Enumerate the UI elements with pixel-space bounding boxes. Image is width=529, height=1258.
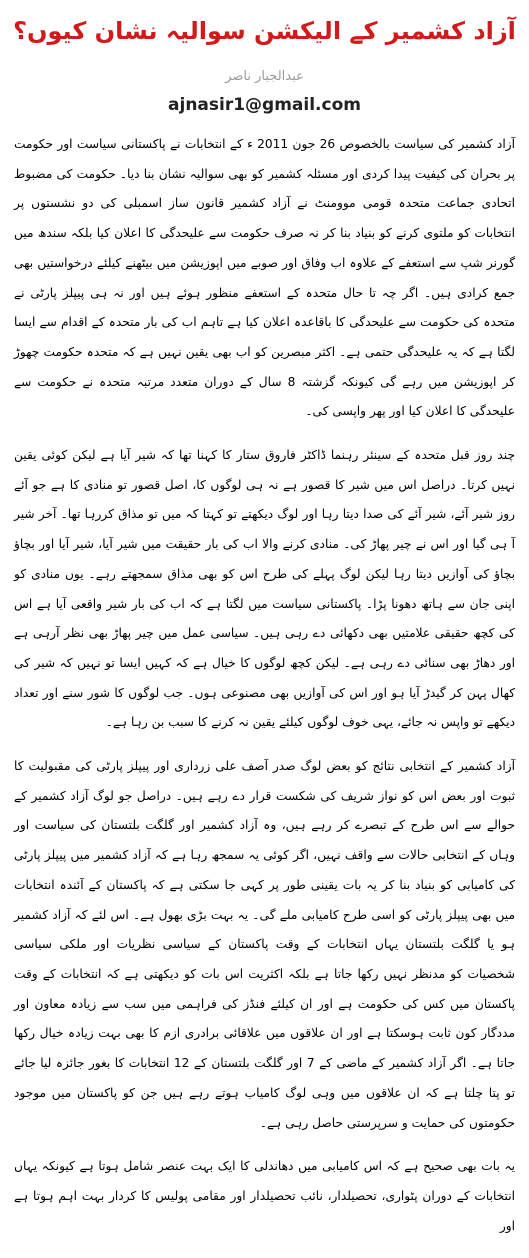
article-paragraph: آزاد کشمیر کے انتخابی نتائج کو بعض لوگ صدر آصف علی زرداری اور پیپلز پارٹی کی مقبولیت کا ثبوت اور بعض اس کو نواز شریف کی شکست قرار دے رہے ہیں۔ دراصل جو لوگ آزاد کشمیر کے حوالے سے اس طرح کے تبصرے کر رہے ہیں، وہ آزاد کشمیر اور گلگت بلتستان کی سیاست اور وہاں کے انتخابی حالات سے واقف نہیں، اگر کوئی یہ سمجھ رہا ہے کہ آزاد کشمیر میں پیپلز پارٹی کی کامیابی کو بنیاد بنا کر یہ بات یقینی طور پر کہی جا سکتی ہے کہ پاکستان کے آئندہ انتخابات میں بھی پیپلز پارٹی کو اسی طرح کامیابی ملے گی۔ یہ بہت بڑی بھول ہے۔ اس لئے کہ آزاد کشمیر ہو یا گلگت بلتستان یہاں انتخابات کے وقت پاکستان کے سیاسی نظریات اور ملکی سیاسی شخصیات کو مدنظر نہیں رکھا جاتا ہے بلکہ اکثریت اس بات کو دیکھتی ہے کہ انتخابات کے وقت پاکستان میں کس کی حکومت ہے اور ان کیلئے فنڈز کی فراہمی میں سب سے زیادہ معاون اور مددگار کون ثابت ہوسکتا ہے اور ان علاقوں میں علاقائی برادری ازم کا بھی بہت زیادہ خیال رکھا جاتا ہے۔ اگر آزاد کشمیر کے ماضی کے 7 اور گلگت بلتستان کے 12 انتخابات کا بغور جائزہ لیا جائے تو پتا چلتا ہے کہ ان علاقوں میں وہی لوگ کامیاب ہوتے رہے ہیں جن کو پاکستان میں موجود حکومتوں کی حمایت و سرپرستی حاصل رہی ہے۔ <box>14 759 516 1130</box>
author-name: عبدالجبار ناصر <box>225 69 304 84</box>
article-paragraph: یہ بات بھی صحیح ہے کہ اس کامیابی میں دھاندلی کا ایک بہت عنصر شامل ہوتا ہے کیونکہ یہاں انتخابات کے دوران پٹواری، تحصیلدار، نائب تحصیلدار اور مقامی پولیس کا کردار بہت اہم ہوتا ہے اور <box>14 1159 515 1233</box>
article-body <box>0 130 529 1241</box>
article-paragraph: چند روز قبل متحدہ کے سینئر رہنما ڈاکٹر فاروق ستار کا کہنا تھا کہ شیر آیا ہے لیکن کوئی یقین نہیں کرتا۔ دراصل اس میں شیر کا قصور ہے نہ ہی لوگوں کا، اصل قصور تو منادی کا ہے جو آئے روز شیر آئے، شیر آئے کی صدا دیتا رہا اور لوگ دیکھتے تو کہتا کہ میں تو مذاق کررہا تھا۔ آخر شیر آ ہی گیا اور اس نے چیر پھاڑ کی۔ منادی کرنے والا اب کی بار حقیقت میں شیر آیا، شیر آیا اور بچاؤ بچاؤ کی آوازیں دیتا رہا لیکن لوگ پہلے کی طرح اس کو بھی مذاق سمجھتے رہے۔ یوں منادی کو اپنی جان سے ہاتھ دھونا پڑا۔ پاکستانی سیاست میں لگتا ہے کہ اب کی بار شیر واقعی آیا ہے اس کی کچھ حقیقی علامتیں بھی دکھائی دے رہی ہیں۔ سیاسی عمل میں چیر پھاڑ بھی نظر آرہی ہے اور دھاڑ بھی سنائی دے رہی ہے۔ لیکن کچھ لوگوں کا خیال ہے کہ کہیں ایسا تو نہیں کہ شیر کی کھال پہن کر گیدڑ آیا ہو اور اس کی آوازیں بھی مصنوعی ہوں۔ جب لوگوں کا شور سنے اور تعداد دیکھے تو واپس نہ جائے، یہی خوف لوگوں کیلئے یقین نہ کرنے کا سبب بن رہا ہے۔ <box>14 448 515 730</box>
author-email: ajnasir1@gmail.com <box>168 95 361 115</box>
article-paragraph: آزاد کشمیر کی سیاست بالخصوص 26 جون 2011 ء کے انتخابات نے پاکستانی سیاست اور حکومت پر بحران کی کیفیت پیدا کردی اور مسئلہ کشمیر کو بھی سوالیہ نشان بنا دیا۔ حکومت کی مضبوط اتحادی جماعت متحدہ قومی موومنٹ نے آزاد کشمیر قانون ساز اسمبلی کی دو نشستوں پر انتخابات کو ملتوی کرنے کو بنیاد بنا کر نہ صرف حکومت سے علیحدگی کا اعلان کیا بلکہ سندھ میں گورنر شپ سے استعفے کے علاوہ اب وفاق اور صوبے میں اپوزیشن میں بیٹھنے کیلئے درخواستیں بھی جمع کرادی ہیں۔ اگر چہ تا حال متحدہ کے استعفے منظور ہوئے ہیں اور نہ ہی پیپلز پارٹی نے متحدہ کی حکومت سے علیحدگی کا باقاعدہ اعلان کیا ہے تاہم اب کی بار متحدہ کے اقدام سے ایسا لگتا ہے کہ یہ علیحدگی حتمی ہے۔ اکثر مبصرین کو اب بھی یقین نہیں ہے کہ متحدہ حکومت چھوڑ کر اپوزیشن میں رہے گی کیونکہ گزشتہ 8 سال کے دوران متعدد مرتبہ متحدہ نے حکومت سے علیحدگی کا اعلان کیا اور پھر واپسی کی۔ <box>14 137 516 419</box>
article-title: آزاد کشمیر کے الیکشن سوالیہ نشان کیوں؟ <box>13 17 516 45</box>
